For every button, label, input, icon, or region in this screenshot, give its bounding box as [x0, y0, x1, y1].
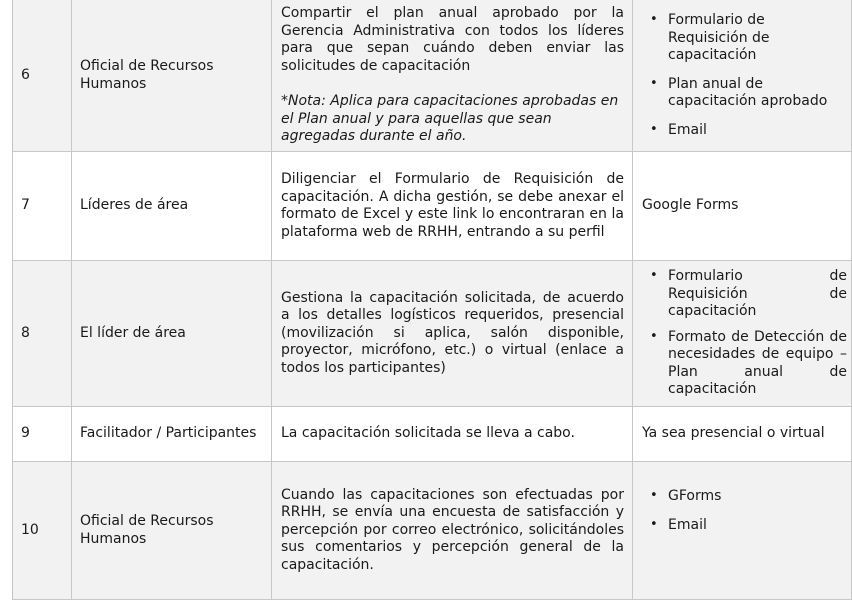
step-number: 8	[13, 261, 72, 407]
list-item: • Email	[650, 516, 707, 533]
table-row	[13, 261, 852, 407]
bullet-icon: •	[650, 12, 658, 27]
step-number: 6	[13, 0, 72, 152]
step-number: 10	[13, 462, 72, 600]
list-item: • Formato de Detección de necesidades de equipo – Plan anual de capacitación	[650, 328, 847, 398]
tools-list	[642, 12, 847, 139]
list-item: • Email	[650, 121, 707, 138]
description-text: Cuando las capacitaciones son efectuadas por RRHH, se envía una encuesta de satisfacción y percepción por correo electrónico, solicitándoles sus comentarios y percepción general de la capacitación.	[281, 486, 624, 573]
procedure-table	[12, 0, 852, 600]
tools-cell: Ya sea presencial o virtual	[633, 407, 852, 462]
tools-list	[642, 268, 847, 399]
bullet-icon: •	[650, 121, 658, 137]
description-text: Gestiona la capacitación solicitada, de acuerdo a los detalles logísticos requeridos, presencial (movilización si aplica, salón disponible, proyector, micrófono, etc.) o virtual (enlace a todos los participantes)	[281, 289, 624, 376]
step-number: 7	[13, 152, 72, 261]
list-item: • GForms	[650, 488, 722, 504]
step-description	[272, 152, 633, 261]
bullet-icon: •	[650, 268, 658, 284]
table-row	[13, 462, 852, 600]
tools-list	[642, 488, 847, 534]
description-text: La capacitación solicitada se lleva a cabo.	[281, 425, 575, 442]
step-description	[272, 407, 633, 462]
table-row	[13, 0, 852, 152]
responsible-role: Facilitador / Participantes	[72, 407, 272, 462]
bullet-icon: •	[650, 328, 658, 344]
bullet-icon: •	[650, 75, 658, 91]
description-text: Compartir el plan anual aprobado por la Gerencia Administrativa con todos los líderes para que sepan cuándo deben enviar las solicitudes de capacitación	[281, 5, 624, 74]
step-description	[272, 462, 633, 600]
step-description	[272, 0, 633, 152]
list-item: • Plan anual de capacitación aprobado	[650, 75, 828, 109]
responsible-role: Líderes de área	[72, 152, 272, 261]
description-note: *Nota: Aplica para capacitaciones aprobadas en el Plan anual y para aquellas que sean agregadas durante el año.	[281, 93, 619, 145]
step-description	[272, 261, 633, 407]
responsible-role: Oficial de Recursos Humanos	[72, 462, 272, 600]
description-text: Diligenciar el Formulario de Requisición de capacitación. A dicha gestión, se debe anexar el formato de Excel y este link lo encontraran en la plataforma web de RRHH, entrando a su perfil	[281, 171, 624, 240]
list-item: • Formulario de Requisición de capacitación	[650, 268, 847, 320]
tools-cell	[633, 261, 852, 407]
responsible-role: Oficial de Recursos Humanos	[72, 0, 272, 152]
bullet-icon: •	[650, 488, 658, 503]
responsible-role: El líder de área	[72, 261, 272, 407]
step-number: 9	[13, 407, 72, 462]
bullet-icon: •	[650, 516, 658, 532]
table-row	[13, 407, 852, 462]
list-item: • Formulario de Requisición de capacitación	[650, 12, 770, 63]
tools-cell: Google Forms	[633, 152, 852, 261]
tools-cell	[633, 462, 852, 600]
table-row	[13, 152, 852, 261]
tools-cell	[633, 0, 852, 152]
